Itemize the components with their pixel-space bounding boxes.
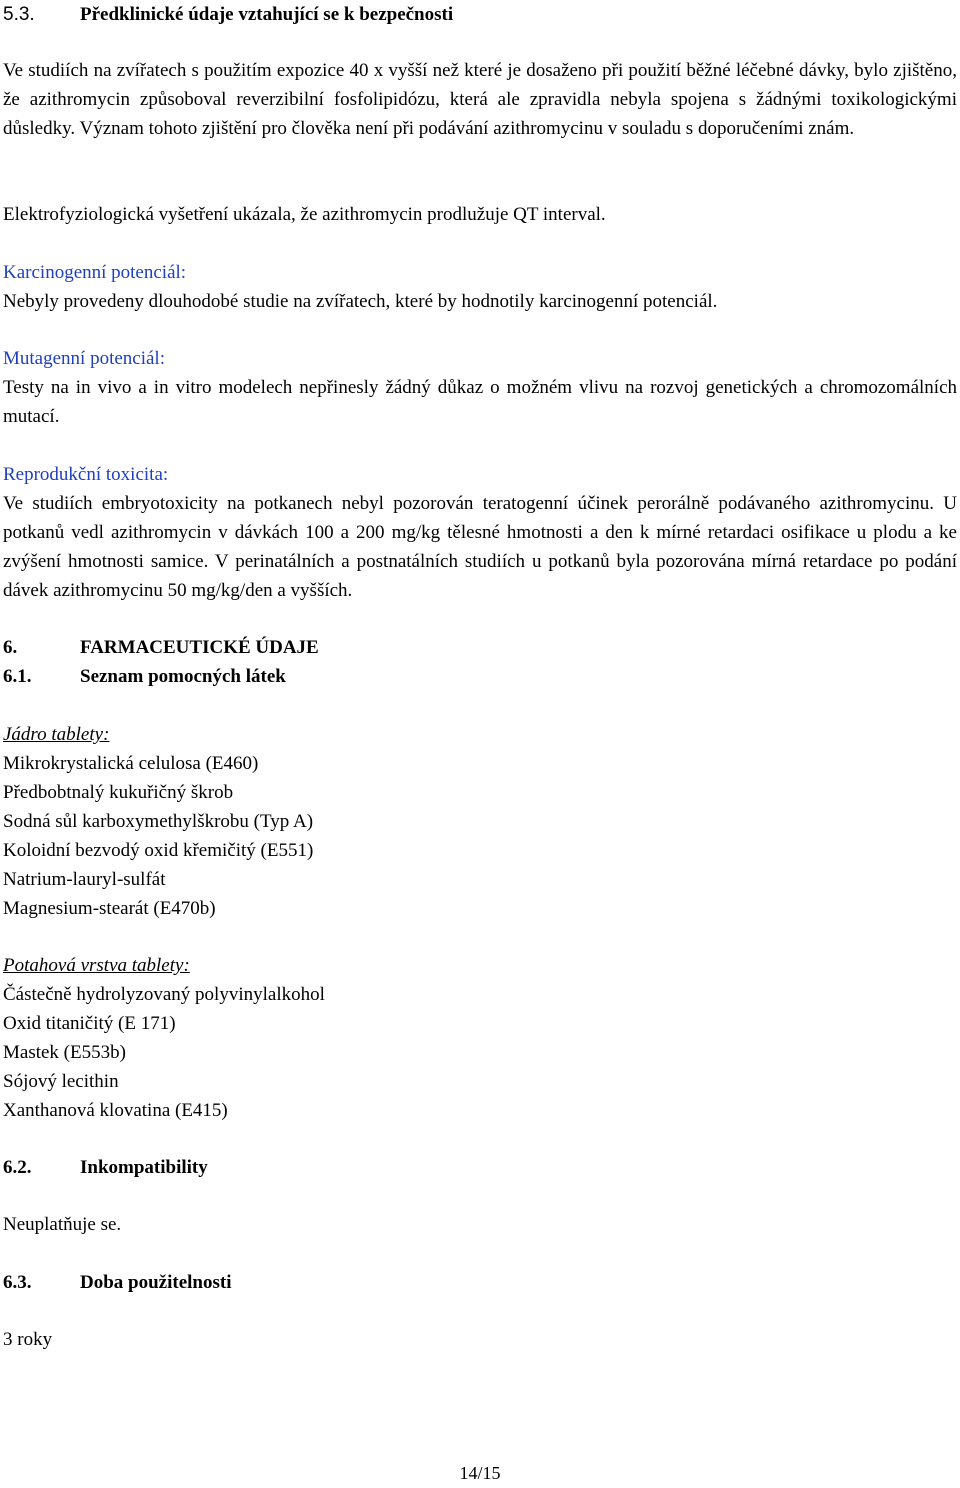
section-number: 6.1. xyxy=(3,666,32,687)
section-number: 6. xyxy=(3,637,18,658)
section-6-2-heading xyxy=(3,1153,957,1182)
mutagenic-text: Testy na in vivo a in vitro modelech nepřinesly žádný důkaz o možném vlivu na rozvoj genetických a chromozomálních mutací. xyxy=(3,377,957,427)
list-item: Oxid titaničitý (E 171) xyxy=(3,1013,176,1034)
list-item: Natrium-lauryl-sulfát xyxy=(3,869,166,890)
section-number: 5.3. xyxy=(3,4,35,25)
coating-ingredient-list xyxy=(3,980,957,1125)
list-item: Mastek (E553b) xyxy=(3,1042,126,1063)
carcinogenic-label: Karcinogenní potenciál: xyxy=(3,262,187,283)
list-item: Mikrokrystalická celulosa (E460) xyxy=(3,753,259,774)
carcinogenic-text: Nebyly provedeny dlouhodobé studie na zvířatech, které by hodnotily karcinogenní potenciál. xyxy=(3,291,718,312)
list-item: Částečně hydrolyzovaný polyvinylalkohol xyxy=(3,984,325,1005)
coating-label: Potahová vrstva tablety: xyxy=(3,955,190,976)
section-title: Seznam pomocných látek xyxy=(80,666,286,687)
section-title: Doba použitelnosti xyxy=(80,1272,232,1293)
section-6-1-heading xyxy=(3,662,957,691)
section-number: 6.2. xyxy=(3,1157,32,1178)
section-6-3-heading xyxy=(3,1268,957,1297)
incompatibility-text: Neuplatňuje se. xyxy=(3,1214,122,1235)
reproductive-label: Reprodukční toxicita: xyxy=(3,464,169,485)
section-title: Inkompatibility xyxy=(80,1157,208,1178)
page-number: 14/15 xyxy=(459,1463,501,1483)
paragraph-phospholipidosis: Ve studiích na zvířatech s použitím expozice 40 x vyšší než které je dosaženo při použití běžné léčebné dávky, bylo zjištěno, že azithromycin způsoboval reverzibilní fosfolipidózu, která ale zpravidla nebyla spojena s žádnými toxikologickými důsledky. Význam tohoto zjištění pro člověka není při podávání azithromycinu v souladu s doporučeními znám. xyxy=(3,60,957,139)
list-item: Sójový lecithin xyxy=(3,1071,119,1092)
list-item: Magnesium-stearát (E470b) xyxy=(3,898,216,919)
list-item: Xanthanová klovatina (E415) xyxy=(3,1100,228,1121)
section-title: FARMACEUTICKÉ ÚDAJE xyxy=(80,637,319,658)
mutagenic-label: Mutagenní potenciál: xyxy=(3,348,165,369)
core-ingredient-list xyxy=(3,749,957,923)
reproductive-text: Ve studiích embryotoxicity na potkanech nebyl pozorován teratogenní účinek perorálně podávaného azithromycinu. U potkanů vedl azithromycin v dávkách 100 a 200 mg/kg tělesné hmotnosti a den k mírné retardaci osifikace u plodu a ke zvýšení hmotnosti samice. V perinatálních a postnatálních studiích u potkanů byla pozorována mírná retardace po podání dávek azithromycinu 50 mg/kg/den a vyšších. xyxy=(3,493,957,601)
section-5-3-heading xyxy=(3,0,957,29)
list-item: Sodná sůl karboxymethylškrobu (Typ A) xyxy=(3,811,314,832)
core-label: Jádro tablety: xyxy=(3,724,110,745)
section-number: 6.3. xyxy=(3,1272,32,1293)
section-title: Předklinické údaje vztahující se k bezpečnosti xyxy=(80,4,454,25)
list-item: Koloidní bezvodý oxid křemičitý (E551) xyxy=(3,840,314,861)
paragraph-qt-interval: Elektrofyziologická vyšetření ukázala, že azithromycin prodlužuje QT interval. xyxy=(3,204,606,225)
section-6-heading xyxy=(3,633,957,662)
list-item: Předbobtnalý kukuřičný škrob xyxy=(3,782,234,803)
shelf-life-text: 3 roky xyxy=(3,1329,53,1350)
